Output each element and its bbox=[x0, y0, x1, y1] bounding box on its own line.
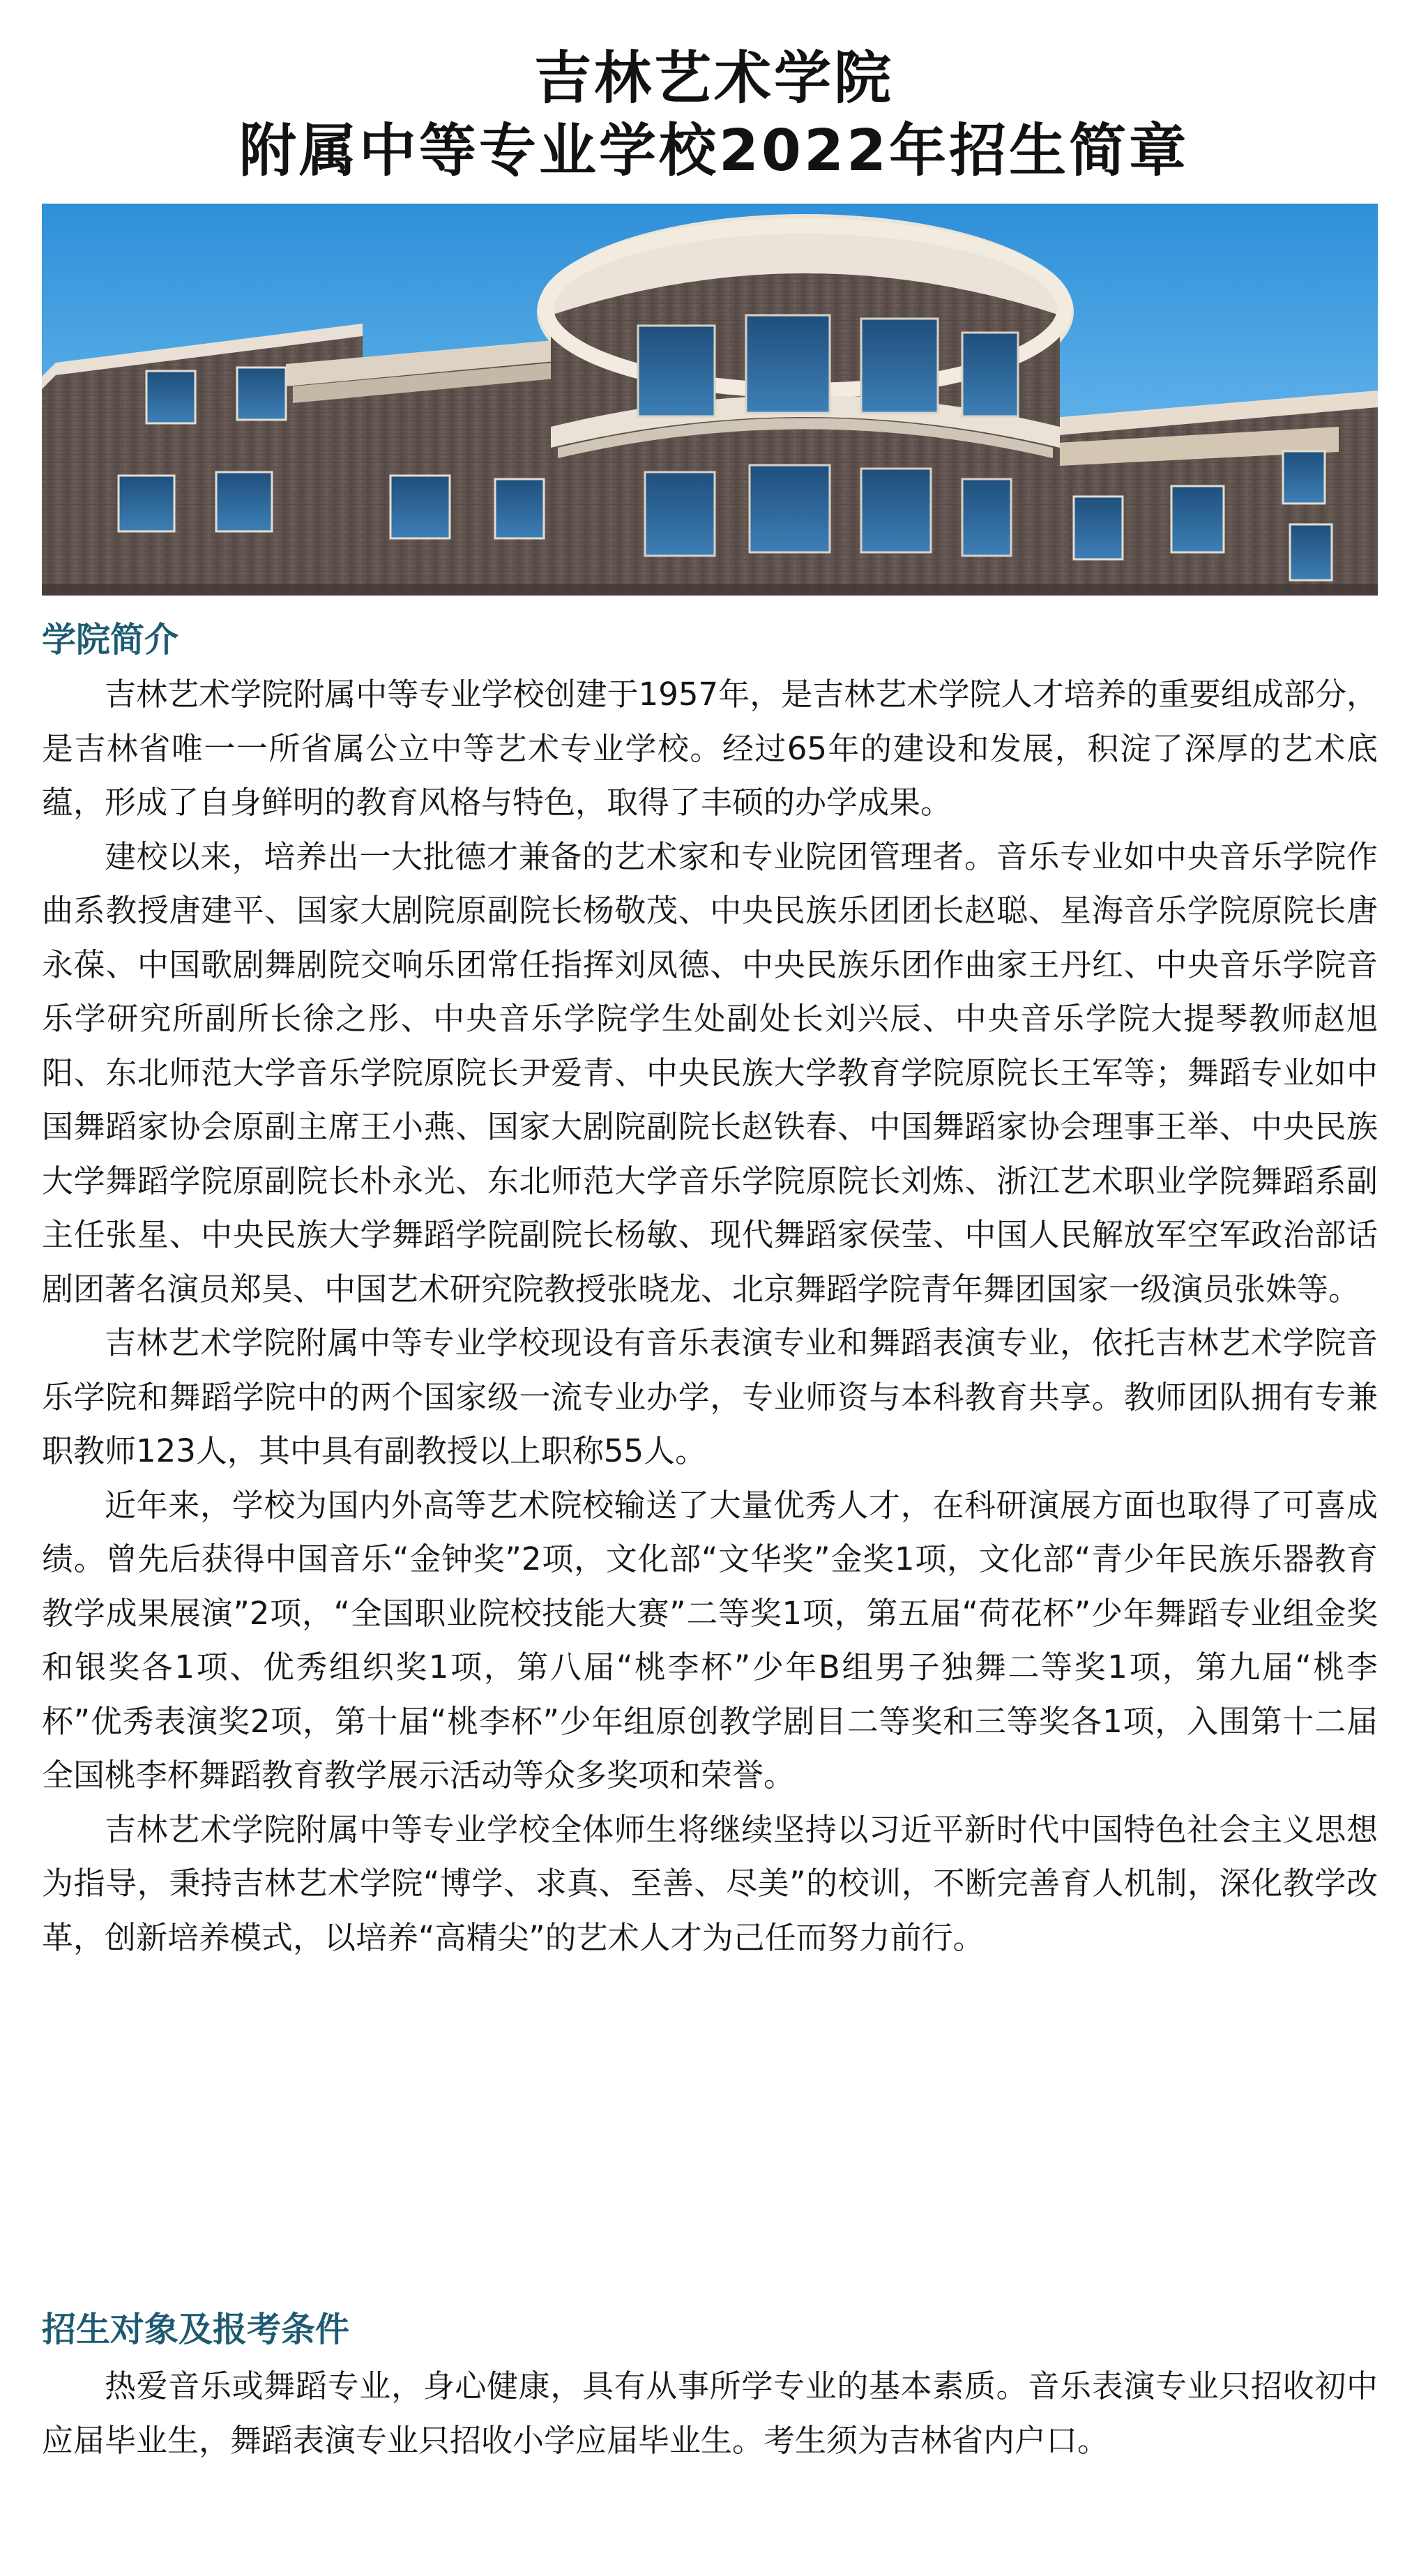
paragraph: 热爱音乐或舞蹈专业，身心健康，具有从事所学专业的基本素质。音乐表演专业只招收初中应届毕业生，舞蹈表演专业只招收小学应届毕业生。考生须为吉林省内户口。 bbox=[42, 2367, 1378, 2459]
paragraph: 吉林艺术学院附属中等专业学校创建于1957年，是吉林艺术学院人才培养的重要组成部分，是吉林省唯一一所省属公立中等艺术专业学校。经过65年的建设和发展，积淀了深厚的艺术底蕴，形成了自身鲜明的教育风格与特色，取得了丰硕的办学成果。 bbox=[42, 676, 1378, 821]
paragraph: 建校以来，培养出一大批德才兼备的艺术家和专业院团管理者。音乐专业如中央音乐学院作曲系教授唐建平、国家大剧院原副院长杨敬茂、中央民族乐团团长赵聪、星海音乐学院原院长唐永葆、中国歌剧舞剧院交响乐团常任指挥刘凤德、中央民族乐团作曲家王丹红、中央音乐学院音乐学研究所副所长徐之彤、中央音乐学院学生处副处长刘兴辰、中央音乐学院大提琴教师赵旭阳、东北师范大学音乐学院原院长尹爱青、中央民族大学教育学院原院长王军等；舞蹈专业如中国舞蹈家协会原副主席王小燕、国家大剧院副院长赵铁春、中国舞蹈家协会理事王举、中央民族大学舞蹈学院原副院长朴永光、东北师范大学音乐学院原院长刘炼、浙江艺术职业学院舞蹈系副主任张星、中央民族大学舞蹈学院副院长杨敏、现代舞蹈家侯莹、中国人民解放军空军政治部话剧团著名演员郑昊、中国艺术研究院教授张晓龙、北京舞蹈学院青年舞团国家一级演员张姝等。 bbox=[42, 838, 1378, 1308]
campus-building-photo bbox=[42, 204, 1378, 596]
page-title-line1: 吉林艺术学院 bbox=[533, 45, 894, 112]
admission-requirements-body bbox=[42, 2359, 1378, 2467]
paragraph: 吉林艺术学院附属中等专业学校全体师生将继续坚持以习近平新时代中国特色社会主义思想为指导，秉持吉林艺术学院“博学、求真、至善、尽美”的校训，不断完善育人机制，深化教学改革，创新培养模式，以培养“高精尖”的艺术人才为己任而努力前行。 bbox=[42, 1810, 1378, 1956]
paragraph: 近年来，学校为国内外高等艺术院校输送了大量优秀人才，在科研演展方面也取得了可喜成绩。曾先后获得中国音乐“金钟奖”2项，文化部“文华奖”金奖1项，文化部“青少年民族乐器教育教学成果展演”2项，“全国职业院校技能大赛”二等奖1项，第五届“荷花杯”少年舞蹈专业组金奖和银奖各1项、优秀组织奖1项，第八届“桃李杯”少年B组男子独舞二等奖1项，第九届“桃李杯”优秀表演奖2项，第十届“桃李杯”少年组原创教学剧目二等奖和三等奖各1项，入围第十二届全国桃李杯舞蹈教育教学展示活动等众多奖项和荣誉。 bbox=[42, 1486, 1378, 1794]
section-heading-college-intro: 学院简介 bbox=[42, 620, 179, 660]
page-title-line2: 附属中等专业学校2022年招生简章 bbox=[238, 118, 1190, 184]
paragraph: 吉林艺术学院附属中等专业学校现设有音乐表演专业和舞蹈表演专业，依托吉林艺术学院音乐学院和舞蹈学院中的两个国家级一流专业办学，专业师资与本科教育共享。教师团队拥有专兼职教师123人，其中具有副教授以上职称55人。 bbox=[42, 1324, 1378, 1469]
college-intro-body bbox=[42, 667, 1378, 1964]
section-heading-admission-requirements: 招生对象及报考条件 bbox=[42, 2310, 350, 2349]
